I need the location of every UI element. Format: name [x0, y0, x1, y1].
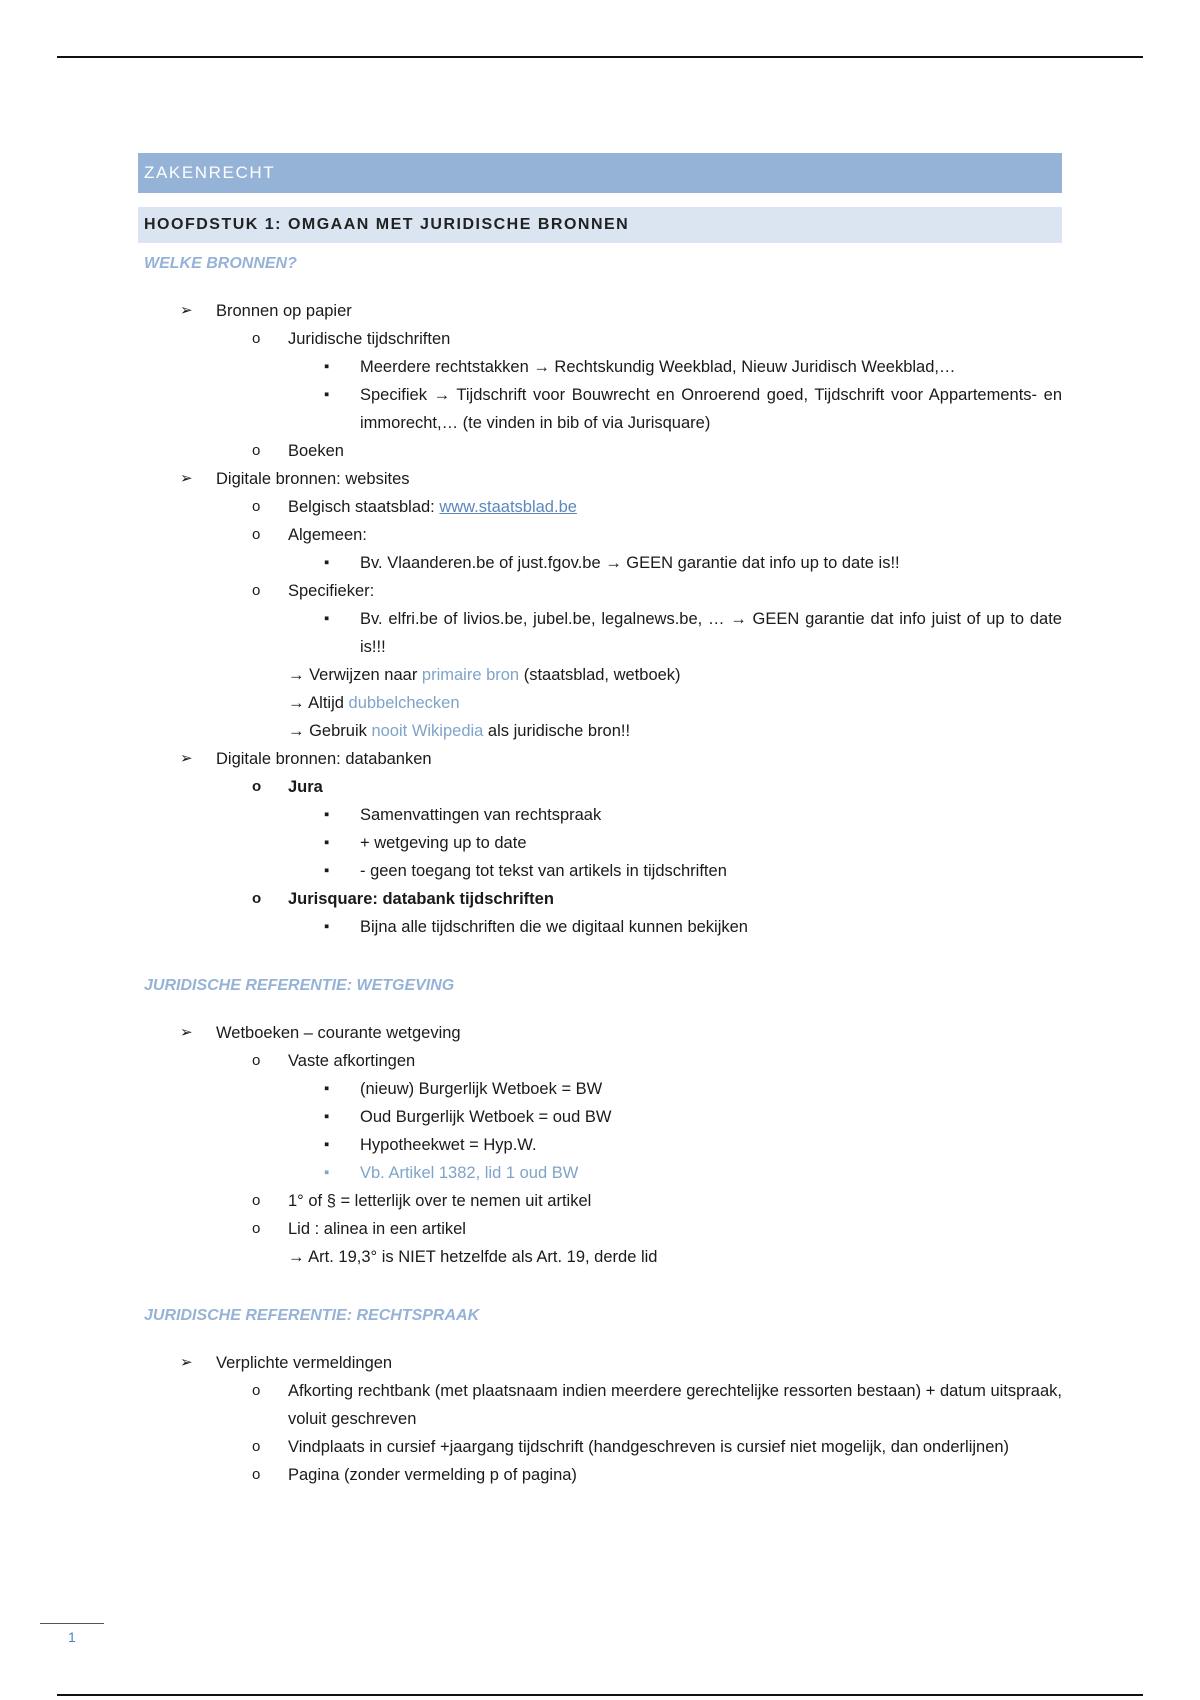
sublist — [138, 1349, 1062, 1377]
arrow-bullet-icon: ➢ — [180, 470, 193, 487]
list-item — [138, 465, 1062, 493]
item-text: Samenvattingen van rechtspraak — [360, 806, 602, 824]
item-text: Digitale bronnen: databanken — [216, 750, 432, 768]
circle-bullet-icon: o — [252, 330, 261, 347]
circle-bullet-icon: o — [252, 582, 261, 599]
sublist — [138, 1019, 1062, 1047]
square-bullet-icon: ▪ — [324, 386, 330, 403]
note-line — [138, 689, 1062, 717]
section-heading-rechtspraak: JURIDISCHE REFERENTIE: RECHTSPRAAK — [144, 1307, 480, 1324]
item-text: Bv. elfri.be of livios.be, jubel.be, legalnews.be, … → GEEN garantie dat info juist of up to date is!!! — [360, 610, 1062, 656]
item-text: Boeken — [288, 442, 344, 460]
arrow-bullet-icon: ➢ — [180, 1024, 193, 1041]
item-text: Bv. Vlaanderen.be of just.fgov.be → GEEN garantie dat info up to date is!! — [360, 554, 900, 572]
circle-bullet-icon: o — [252, 1192, 261, 1209]
list-item — [138, 829, 1062, 857]
sublist — [138, 437, 1062, 465]
item-text: (nieuw) Burgerlijk Wetboek = BW — [360, 1080, 603, 1098]
list-item — [138, 549, 1062, 577]
list-item — [138, 1019, 1062, 1047]
circle-bullet-icon: o — [252, 1466, 261, 1483]
sublist — [138, 549, 1062, 577]
list-item — [138, 1075, 1062, 1103]
list-item — [138, 297, 1062, 325]
list-item — [138, 913, 1062, 941]
sublist — [138, 493, 1062, 549]
sublist — [138, 801, 1062, 885]
sublist — [138, 353, 1062, 437]
list-item — [138, 1215, 1062, 1243]
circle-bullet-icon: o — [252, 1382, 261, 1399]
sublist — [138, 1187, 1062, 1243]
item-text: Verplichte vermeldingen — [216, 1354, 393, 1372]
arrow-bullet-icon: ➢ — [180, 302, 193, 319]
list-item — [138, 325, 1062, 353]
chapter-heading: HOOFDSTUK 1: OMGAAN MET JURIDISCHE BRONNEN — [138, 207, 1062, 243]
item-text: Belgisch staatsblad: — [288, 498, 440, 516]
header-rule — [57, 56, 1143, 58]
sublist — [138, 1377, 1062, 1489]
list-item — [138, 885, 1062, 913]
item-text: Specifieker: — [288, 582, 375, 600]
list-item — [138, 1159, 1062, 1187]
item-text: Algemeen: — [288, 526, 367, 544]
circle-bullet-icon: o — [252, 778, 262, 795]
list-item — [138, 381, 1062, 437]
list-item — [138, 801, 1062, 829]
sublist — [138, 745, 1062, 773]
list-item — [138, 605, 1062, 661]
list-item — [138, 773, 1062, 801]
item-text: Vaste afkortingen — [288, 1052, 416, 1070]
document-body — [138, 153, 1062, 1489]
item-text: Bijna alle tijdschriften die we digitaal kunnen bekijken — [360, 918, 748, 936]
page-title: ZAKENRECHT — [138, 153, 1062, 193]
item-text: Pagina (zonder vermelding p of pagina) — [288, 1466, 577, 1484]
list-item — [138, 1187, 1062, 1215]
item-text: Jurisquare: databank tijdschriften — [288, 890, 554, 908]
item-text: Lid : alinea in een artikel — [288, 1220, 466, 1238]
bronnen-list — [138, 297, 1062, 325]
list-item — [138, 577, 1062, 605]
square-bullet-icon: ▪ — [324, 806, 330, 823]
square-bullet-icon: ▪ — [324, 1164, 330, 1181]
item-text: Jura — [288, 778, 323, 796]
list-item — [138, 437, 1062, 465]
note-text: → Verwijzen naar — [288, 666, 422, 684]
note-text: (staatsblad, wetboek) — [519, 666, 681, 684]
note-text: → Altijd — [288, 694, 349, 712]
note-line: → Art. 19,3° is NIET hetzelfde als Art. 19, derde lid — [288, 1248, 658, 1266]
sublist — [138, 913, 1062, 941]
item-text: Afkorting rechtbank (met plaatsnaam indien meerdere gerechtelijke ressorten bestaan) + datum uitspraak, voluit geschreven — [288, 1382, 1062, 1428]
sublist — [138, 773, 1062, 801]
footer-page-rule — [57, 1694, 1143, 1696]
arrow-bullet-icon: ➢ — [180, 1354, 193, 1371]
list-item — [138, 1349, 1062, 1377]
sublist — [138, 325, 1062, 353]
item-text: Specifiek → Tijdschrift voor Bouwrecht en Onroerend goed, Tijdschrift voor Appartements- en immorecht,… (te vinden in bib of via Jurisquare) — [360, 386, 1062, 432]
square-bullet-icon: ▪ — [324, 1136, 330, 1153]
item-text: Digitale bronnen: websites — [216, 470, 410, 488]
square-bullet-icon: ▪ — [324, 862, 330, 879]
item-text: 1° of § = letterlijk over te nemen uit artikel — [288, 1192, 592, 1210]
square-bullet-icon: ▪ — [324, 358, 330, 375]
circle-bullet-icon: o — [252, 442, 261, 459]
item-text: Hypotheekwet = Hyp.W. — [360, 1136, 537, 1154]
item-text: Vindplaats in cursief +jaargang tijdschrift (handgeschreven is cursief niet mogelijk, dan onderlijnen) — [288, 1438, 1010, 1456]
note-line — [138, 661, 1062, 689]
circle-bullet-icon: o — [252, 498, 261, 515]
sublist — [138, 1075, 1062, 1187]
sublist — [138, 577, 1062, 605]
section-heading-bronnen: WELKE BRONNEN? — [144, 255, 297, 272]
list-item — [138, 857, 1062, 885]
circle-bullet-icon: o — [252, 1438, 261, 1455]
sublist — [138, 1047, 1062, 1075]
list-item — [138, 1047, 1062, 1075]
note-accent: primaire bron — [421, 666, 520, 684]
arrow-bullet-icon: ➢ — [180, 750, 193, 767]
note-text: → Gebruik — [288, 722, 372, 740]
list-item — [138, 1103, 1062, 1131]
staatsblad-link[interactable]: www.staatsblad.be — [439, 498, 577, 516]
list-item — [138, 521, 1062, 549]
list-item — [138, 1131, 1062, 1159]
sublist — [138, 885, 1062, 913]
item-text: Bronnen op papier — [216, 302, 352, 320]
list-item — [138, 1377, 1062, 1433]
note-text: als juridische bron!! — [483, 722, 631, 740]
list-item — [138, 745, 1062, 773]
circle-bullet-icon: o — [252, 1052, 261, 1069]
list-item — [138, 493, 1062, 521]
item-text: Wetboeken – courante wetgeving — [216, 1024, 461, 1042]
section-heading-wetgeving: JURIDISCHE REFERENTIE: WETGEVING — [144, 977, 455, 994]
page-number: 1 — [68, 1629, 76, 1645]
square-bullet-icon: ▪ — [324, 610, 330, 627]
list-item — [138, 1433, 1062, 1461]
circle-bullet-icon: o — [252, 526, 261, 543]
note-line — [138, 717, 1062, 745]
square-bullet-icon: ▪ — [324, 1080, 330, 1097]
square-bullet-icon: ▪ — [324, 554, 330, 571]
item-text: - geen toegang tot tekst van artikels in tijdschriften — [360, 862, 727, 880]
item-text: Vb. Artikel 1382, lid 1 oud BW — [360, 1164, 579, 1182]
square-bullet-icon: ▪ — [324, 918, 330, 935]
circle-bullet-icon: o — [252, 1220, 261, 1237]
list-item — [138, 353, 1062, 381]
item-text: Juridische tijdschriften — [288, 330, 451, 348]
note-accent: dubbelchecken — [348, 694, 460, 712]
square-bullet-icon: ▪ — [324, 834, 330, 851]
item-text: Meerdere rechtstakken → Rechtskundig Weekblad, Nieuw Juridisch Weekblad,… — [360, 358, 956, 376]
sublist — [138, 465, 1062, 493]
list-item — [138, 1461, 1062, 1489]
footer-rule — [40, 1623, 104, 1624]
square-bullet-icon: ▪ — [324, 1108, 330, 1125]
note-accent: nooit Wikipedia — [371, 722, 484, 740]
circle-bullet-icon: o — [252, 890, 262, 907]
item-text: Oud Burgerlijk Wetboek = oud BW — [360, 1108, 612, 1126]
item-text: + wetgeving up to date — [360, 834, 527, 852]
sublist — [138, 605, 1062, 661]
